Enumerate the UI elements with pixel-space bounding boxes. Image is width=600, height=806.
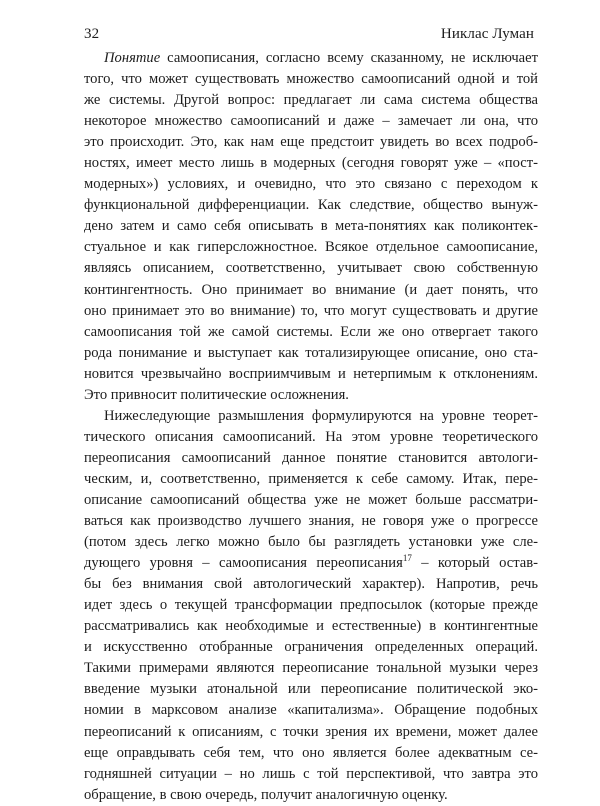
text-line: Понятие самоописания, согласно всему сказанному, не исключает <box>104 50 538 66</box>
text-line: введение музыки атональной или переописание политической эко- <box>84 681 538 698</box>
text-line: (потом здесь легко можно было бы разглядеть установки уже сле- <box>84 534 538 551</box>
text-line: модерных») условиях, и очевидно, что это связано с переходом к <box>84 176 538 193</box>
text-line-with-footnote: дующего уровня – самоописания переописания$^{17}$ – который остав- <box>84 553 538 572</box>
paragraph-2 <box>84 406 538 806</box>
text-line: ностях, имеет место лишь в модерных (сегодня говорят уже – «пост- <box>84 155 538 172</box>
text-line: являясь описанием, соответственно, учитывает свою собственную <box>84 260 538 277</box>
text-line: еще оправдывать себя тем, что оно является более адекватным се- <box>84 744 538 761</box>
running-head-author: Никлас Луман <box>440 26 534 42</box>
text-line: Нижеследующие размышления формулируются на уровне теорет- <box>104 407 538 424</box>
text-line: номии в марксовом анализе «капитализма». Обращение подобных <box>84 702 538 719</box>
body-text <box>84 48 538 806</box>
text-line: описание самоописаний общества уже не может больше рассматри- <box>84 491 538 508</box>
text-line: новится чрезвычайно восприимчивым и нетерпимым к отклонениям. <box>84 365 538 382</box>
text-line: бы без внимания свой автологический характер). Напротив, речь <box>84 576 538 593</box>
text-line: переописаний к описаниям, с точки зрения их времени, может далее <box>84 723 538 740</box>
text-line: стуальное и как гиперсложностное. Всякое отдельное самоописание, <box>84 239 538 256</box>
paragraph-1 <box>84 48 538 406</box>
text-line: Такими примерами являются переописание тональной музыки через <box>84 660 538 677</box>
text-line: же системы. Другой вопрос: предлагает ли сама система общества <box>84 92 538 109</box>
text-line: дено затем и само себя описывать в мета-понятиях как поликонтек- <box>84 218 538 235</box>
text-line: рода понимание и выступает как тотализирующее описание, оно ста- <box>84 344 538 361</box>
running-header <box>84 26 534 43</box>
text-line: того, что может существовать множество самоописаний одной и той <box>84 71 538 88</box>
text-line: самоописания той же самой системы. Если же оно отвергает такого <box>84 323 538 340</box>
page-number: 32 <box>84 26 100 42</box>
text-line: некоторое множество самоописаний и даже – замечает ли она, что <box>84 113 538 130</box>
text-line: контингентность. Оно принимает во внимание (и дает понять, что <box>84 281 538 298</box>
text-line: переописания самоописаний данное понятие становится автологи- <box>84 449 538 466</box>
text-line: Это привносит политические осложнения. <box>84 386 349 403</box>
text-line: ваться как производство лучшего знания, не говоря уже о прогрессе <box>84 513 538 530</box>
text-line: обращение, в свою очередь, получит аналогичную оценку. <box>84 786 448 803</box>
italic-term: Понятие <box>104 50 161 66</box>
footnote-marker: 17 <box>402 553 412 564</box>
text-line: рассматривались как необходимые и естественные) в контингентные <box>84 618 538 635</box>
text-line: тического описания самоописаний. На этом уровне теоретического <box>84 428 538 445</box>
text-line: и искусственно отобранные ограничения определенных операций. <box>84 639 538 656</box>
text-line: идет здесь о текущей трансформации предпосылок (которые прежде <box>84 597 538 614</box>
text-line: оно принимает это во внимание) то, что могут существовать и другие <box>84 302 538 319</box>
text-line: ческим, и, соответственно, применяется к себе самому. Итак, пере- <box>84 470 538 487</box>
text-line: функциональной дифференциации. Как следствие, общество вынуж- <box>84 197 538 214</box>
text-line: это происходит. Это, как нам еще предстоит увидеть во всех подроб- <box>84 134 538 151</box>
text-line: годняшней ситуации – но лишь с той перспективой, что завтра это <box>84 765 538 782</box>
